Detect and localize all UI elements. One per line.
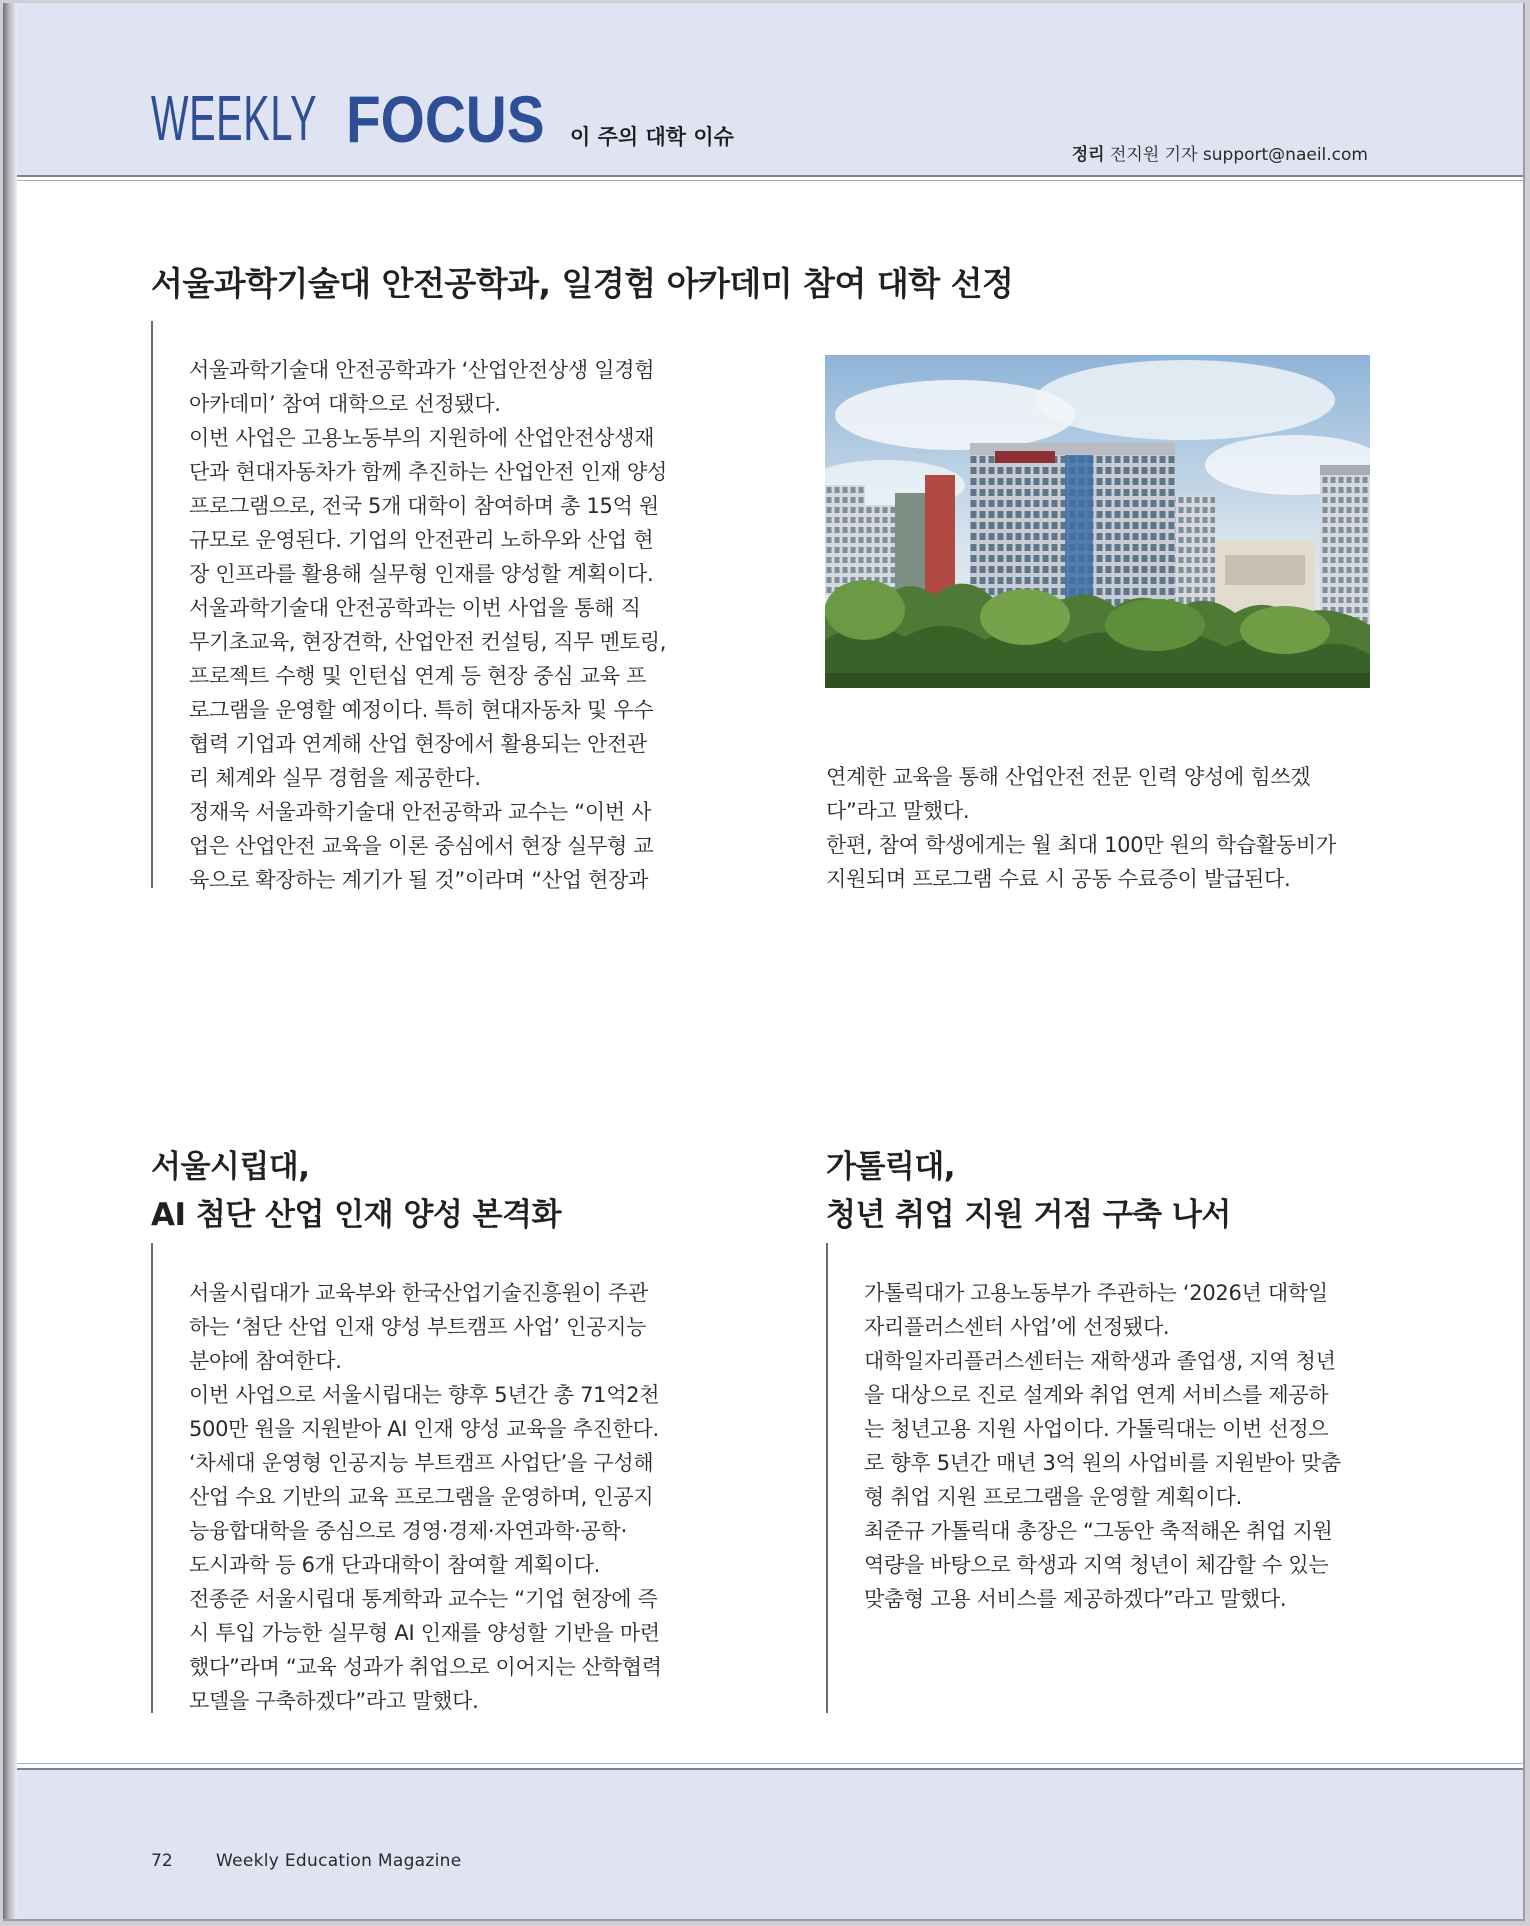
byline-text: 전지원 기자 support@naeil.com [1104, 145, 1368, 165]
magazine-page [3, 3, 1525, 1921]
section-brand [151, 81, 545, 156]
magazine-name: Weekly Education Magazine [216, 1851, 462, 1871]
article-3-title-line-2: 청년 취업 지원 거점 구축 나서 [826, 1197, 1231, 1233]
article-2-sidebar-rule [151, 1243, 153, 1713]
byline-label: 정리 [1071, 145, 1105, 165]
campus-building-photo [825, 355, 1370, 688]
brand-focus: FOCUS [346, 82, 545, 156]
article-3-body: 가톨릭대가 고용노동부가 주관하는 ‘2026년 대학일 자리플러스센터 사업’에 선정됐다. 대학일자리플러스센터는 재학생과 졸업생, 지역 청년 을 대상으로 진로 설계와 취업 연계 서비스를 제공하 는 청년고용 지원 사업이다. 가톨릭대는 이번 선정으 로 향후 5년간 매년 3억 원의 사업비를 지원받아 맞춤 형 취업 지원 프로그램을 운영할 계획이다. 최준규 가톨릭대 총장은 “그동안 축적해온 취업 지원 역량을 바탕으로 학생과 지역 청년이 체감할 수 있는 맞춤형 고용 서비스를 제공하겠다”라고 말했다. [864, 1281, 1341, 1611]
campus-photo-illustration [825, 355, 1370, 688]
section-subtitle: 이 주의 대학 이슈 [570, 125, 734, 149]
article-1-title: 서울과학기술대 안전공학과, 일경험 아카데미 참여 대학 선정 [151, 264, 1014, 303]
article-1-column-1: 서울과학기술대 안전공학과가 ‘산업안전상생 일경험 아카데미’ 참여 대학으로 선정됐다. 이번 사업은 고용노동부의 지원하에 산업안전상생재 단과 현대자동차가 함께 추진하는 산업안전 인재 양성 프로그램으로, 전국 5개 대학이 참여하며 총 15억 원 규모로 운영된다. 기업의 안전관리 노하우와 산업 현 장 인프라를 활용해 실무형 인재를 양성할 계획이다. 서울과학기술대 안전공학과는 이번 사업을 통해 직 무기초교육, 현장견학, 산업안전 컨설팅, 직무 멘토링, 프로젝트 수행 및 인턴십 연계 등 현장 중심 교육 프 로그램을 운영할 예정이다. 특히 현대자동차 및 우수 협력 기업과 연계해 산업 현장에서 활용되는 안전관 리 체계와 실무 경험을 제공한다. 정재욱 서울과학기술대 안전공학과 교수는 “이번 사 업은 산업안전 교육을 이론 중심에서 현장 실무형 교 육으로 확장하는 계기가 될 것”이라며 “산업 현장과 [189, 358, 667, 892]
page-spine-shadow [3, 3, 17, 1919]
header-divider-thin [17, 180, 1523, 181]
header-divider [17, 175, 1523, 177]
article-3-title-line-1: 가톨릭대, [826, 1149, 956, 1185]
footer-divider-thin [17, 1763, 1523, 1764]
byline [1072, 140, 1368, 165]
brand-weekly: WEEKLY [151, 82, 318, 154]
article-1-sidebar-rule [151, 321, 153, 888]
article-2-body: 서울시립대가 교육부와 한국산업기술진흥원이 주관 하는 ‘첨단 산업 인재 양성 부트캠프 사업’ 인공지능 분야에 참여한다. 이번 사업으로 서울시립대는 향후 5년간 총 71억2천 500만 원을 지원받아 AI 인재 양성 교육을 추진한다. ‘차세대 운영형 인공지능 부트캠프 사업단’을 구성해 산업 수요 기반의 교육 프로그램을 운영하며, 인공지 능융합대학을 중심으로 경영·경제·자연과학·공학· 도시과학 등 6개 단과대학이 참여할 계획이다. 전종준 서울시립대 통계학과 교수는 “기업 현장에 즉 시 투입 가능한 실무형 AI 인재를 양성할 기반을 마련 했다”라며 “교육 성과가 취업으로 이어지는 산학협력 모델을 구축하겠다”라고 말했다. [189, 1281, 662, 1713]
article-3-title [826, 1143, 1231, 1239]
article-2-title [151, 1143, 561, 1239]
page-number: 72 [151, 1851, 173, 1871]
footer-band [17, 1770, 1523, 1919]
article-2-title-line-1: 서울시립대, [151, 1149, 310, 1185]
article-1-column-2: 연계한 교육을 통해 산업안전 전문 인력 양성에 힘쓰겠 다”라고 말했다. 한편, 참여 학생에게는 월 최대 100만 원의 학습활동비가 지원되며 프로그램 수료 시 공동 수료증이 발급된다. [826, 765, 1336, 891]
article-2-title-line-2: AI 첨단 산업 인재 양성 본격화 [151, 1197, 561, 1233]
article-3-sidebar-rule [826, 1243, 828, 1713]
